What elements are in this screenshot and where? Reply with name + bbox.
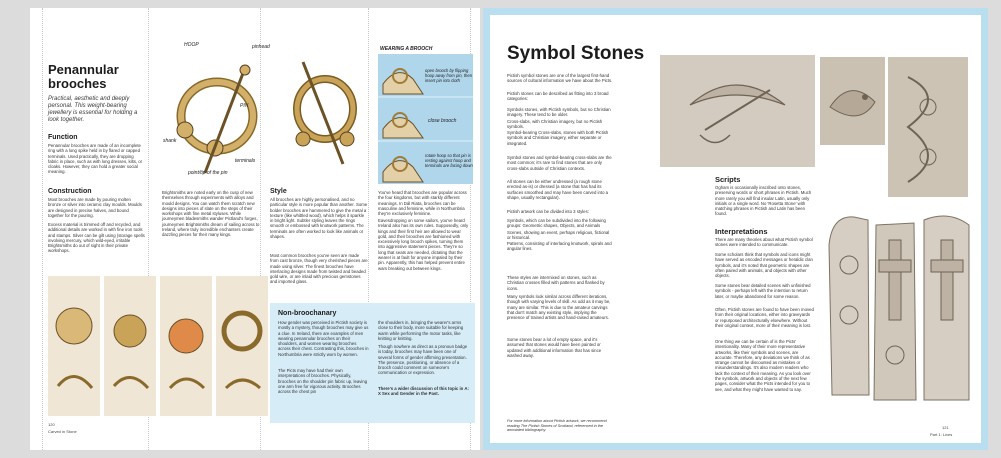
category-list bbox=[507, 107, 613, 146]
label-terminals: terminals bbox=[235, 158, 256, 164]
category-item: Cross-slabs, with Christian imagery, but no Pictish symbols. bbox=[507, 118, 603, 129]
category-item: Symbol-bearing Cross-slabs, stones with both Pictish symbols and Christian imagery, either separate or integrated. bbox=[507, 130, 609, 146]
brooch-detail bbox=[283, 54, 368, 172]
para-5: Pictish artwork can be divided into 3 styles: bbox=[507, 209, 589, 214]
label-hoop: HOOP bbox=[184, 42, 199, 48]
style-item: Symbols, which can be subdivided into the following groups: Geometric shapes, Objects, and Animals bbox=[507, 218, 606, 229]
brooch-making-sequence bbox=[48, 276, 268, 416]
interp-4: Often, Pictish stones are found to have been moved from their original locations, either into graveyards or repurposed architecturally elsewhere. Without their original context, more of their meaning is lost. bbox=[715, 307, 814, 328]
label-pin: PIN bbox=[240, 103, 249, 109]
function-text: Penannular brooches are made of an incomplete ring with a long spike held in by flared or capped terminals. Used practically, they are dropping fabric in place, such as with long dresses, kilts, or cloaks. However, they can hold a greater social meaning. bbox=[48, 143, 143, 175]
para-8: Some stones bear a lot of empty space, and it's assumed that stones would have been painted or updated with additional information that has since washed away. bbox=[507, 337, 602, 358]
ireland-text: Eavesdropping on some sailors, you've heard Ireland also has its own rules. Supposedly, only kings and their first heir are allowed to wear gold, and their brooches are fashioned with excessively long brooch spikes, turning them into aggressive statement pieces. They're so long that seats are needed, dictating that the wearer is at fault for anyone impaled by their pin. Apparently, this has helped prevent entire wars breaking out between kings. bbox=[378, 218, 469, 271]
stone-crescent-illustration bbox=[660, 55, 815, 167]
right-page-number: 121 bbox=[942, 425, 949, 430]
box-col2: the shoulders in, bringing the wearer's arms close to their body, more suitable for keeping warm while performing the motor tasks, like knitting or knitting. bbox=[378, 320, 464, 341]
left-page bbox=[30, 8, 480, 450]
construction-text-2: Excess material is trimmed off and recycled, and additional details are worked in with fine iron tools and stamps. Silver can be gilt using (storage spells involving mercury, which wild-eyed, irritable Brightsmiths do out of sight in their private workshops. bbox=[48, 222, 145, 254]
style-item: Scenes, showing an event, perhaps religious, fictional or historical. bbox=[507, 229, 610, 240]
brooch-detail-illustration bbox=[283, 54, 368, 172]
label-close: close brooch bbox=[428, 118, 457, 124]
cross-slabs-illustration bbox=[824, 205, 974, 405]
brooch-illustration bbox=[155, 48, 280, 183]
box-col1b: The Picts may have had their own interpretations of brooches. Physically, brooches on the shoulder pin fabric up, leaving one arm free for vigorous activity. Brooches across the chest pin bbox=[278, 368, 368, 395]
interpretations-heading: Interpretations bbox=[715, 227, 768, 236]
label-open: open brooch by flipping hoop away from pin, then insert pin into cloth bbox=[425, 68, 473, 83]
brightsmiths-text: Brightsmiths are noted early on the cusp of new themselves through experiments with alloys and mould designs. You can watch them scratch new designs into pieces of slate on the steps of their workshops with fine metal styluses. While journeymen bladesmiths wander Pictland's forges, journeymen Brightsmiths dream of sailing across to Ireland, where truly incredible enchanters create dazzling pieces for their many kings. bbox=[162, 190, 260, 238]
right-page bbox=[483, 8, 988, 450]
right-page-inner bbox=[490, 15, 981, 443]
intro-1: Pictish symbol stones are one of the largest first-hand sources of cultural information we have about the Picts. bbox=[507, 73, 613, 84]
wearing-heading: WEARING A BROOCH bbox=[380, 46, 433, 52]
scripts-text: Ogham is occasionally inscribed onto stones, preserving words or short phrases in Pictish. Much more rarely you will find insular Latin, usually only initials or a single word. No 'Rosetta Stone' with matching phrases in Pictish and Latin has been found. bbox=[715, 185, 812, 217]
construction-text: Most brooches are made by pouring molten bronze or silver into ceramic clay moulds. Moulds are designed in precise halves, and bound together for the pouring. bbox=[48, 197, 142, 218]
label-rotate: rotate hoop so that pin is resting against hoop and terminals are facing down bbox=[425, 153, 473, 168]
symbol-stone-1 bbox=[660, 55, 815, 167]
interp-5: One thing we can be certain of is the Picts' intentionality. Many of their more representative artworks, like their symbols and scenes, are accurate. Therefore, any deviations we think of as strange cannot be discounted as mistakes or misunderstandings. It's also modern readers who lack the context of their meaning. As you look over the symbols, artwork and objects of the next few pages, consider what the Picts intended for you to see, and what they might have wanted to say. bbox=[715, 339, 811, 392]
label-pinhead: pinhead bbox=[252, 44, 270, 50]
further-reading: For more information about Pictish artwork, we recommend reading The Pictish Stones of Scotland, referenced in the annotated bibliography. bbox=[507, 419, 607, 433]
stone-serpent-illustration bbox=[888, 57, 968, 197]
style-list bbox=[507, 218, 613, 252]
interp-2: Some scholars think that symbols and icons might have served as encoded messages or heraldic clan symbols, and it's noted that geometric shapes are often paired with animals, and objects with other objects. bbox=[715, 252, 813, 279]
brooch-diagram bbox=[155, 48, 280, 183]
category-item: Symbols stones, with Pictish symbols, but no Christian imagery. These tend to be older. bbox=[507, 107, 611, 118]
para-4: All stones can be either undressed (a rough stone erected as-is) or dressed (a stone that has had its surfaces smoothed and may have been carved into a shape, usually rectangular). bbox=[507, 179, 609, 200]
para-7: Many symbols look similar across different iterations, though with varying levels of skill. As odd as it may be, many are similar. This is due to the amateur carvings that don't match any existing style, implying the presence of trained artists and hand-raised amateurs. bbox=[507, 294, 611, 321]
intro-2: Pictish stones can be described as fitting into 3 broad categories: bbox=[507, 91, 609, 102]
style-text-2: Most common brooches you've seen are made from cast bronze, though very cherished pieces are made using silver. The finest brooches have interlacing designs made from twisted and beaded gold wire, or are inlaid with precious gemstones and imported glass. bbox=[270, 253, 368, 285]
label-shank: shank bbox=[163, 138, 177, 144]
construction-heading: Construction bbox=[48, 188, 92, 195]
style-item: Patterns, consisting of interlacing knotwork, spirals and angular lines. bbox=[507, 241, 612, 252]
right-footer: Part 1: Lives bbox=[930, 432, 953, 437]
style-heading: Style bbox=[270, 188, 287, 195]
stone-beast-illustration bbox=[820, 57, 885, 145]
cross-slab-stones bbox=[824, 205, 974, 405]
symbol-stone-3 bbox=[888, 57, 968, 197]
para-6: These styles are intermixed on stones, such as Christian crosses filled with patterns and flanked by icons. bbox=[507, 275, 605, 291]
function-heading: Function bbox=[48, 134, 78, 141]
left-footer: Carved in Stone bbox=[48, 429, 77, 434]
left-page-number: 120 bbox=[48, 422, 55, 427]
box-col2c: There's a wider discussion of this topic in A: X Sex and Gender in the Past. bbox=[378, 386, 469, 397]
box-heading: Non-broochanary bbox=[278, 310, 337, 317]
box-col1: How gender was perceived in Pictish society is mostly a mystery, though brooches may give us a clue. In Ireland, there are examples of men wearing penannular brooches on their shoulders, and women wearing brooches across their chest. Contrasting this, brooches in Northumbria were strictly worn by women. bbox=[278, 320, 369, 357]
para-3: Symbol stones and symbol-bearing cross-slabs are the most common; it's rare to find stones that are only cross-slabs outside of Christian contexts. bbox=[507, 155, 612, 171]
page-title: Penannular brooches bbox=[48, 62, 119, 91]
symbol-stones-title: Symbol Stones bbox=[507, 43, 645, 64]
sequence-illustration bbox=[48, 276, 268, 416]
symbol-stone-2 bbox=[820, 57, 885, 145]
intro-text: Practical, aesthetic and deeply personal. This weight-bearing jewellery is essential for holding a look together. bbox=[48, 96, 138, 123]
interp-3: Some stones bear detailed scenes with unfinished symbols - perhaps left with the intention to return later, or maybe abandoned for some reason. bbox=[715, 283, 811, 299]
interp-1: There are many theories about what Pictish symbol stones were intended to communicate. bbox=[715, 237, 813, 248]
kingdoms-text: You've heard that brooches are popular across the four kingdoms, but with starkly different meanings. In Dál Riata, brooches can be masculine and feminine, while in Northumbria they're exclusively feminine. bbox=[378, 190, 467, 217]
style-text: All brooches are highly personalised, and no particular style is more popular than another. Some bolder brooches are hammered to give the metal a texture (like whittled wood), which helps it sparkle in bright light. Subtler styling leaves the rings smooth or embossed with knotwork patterns. The terminals are often worked to look like animals or shapes. bbox=[270, 197, 368, 240]
label-point: point/tip of the pin bbox=[188, 170, 228, 176]
box-col2b: Though nowhere as direct as a pronoun badge is today, brooches may have been one of several forms of gender affirming presentation. The presence, positioning, or absence of a brooch could comment on someone's communication or expression. bbox=[378, 344, 468, 376]
scripts-heading: Scripts bbox=[715, 175, 741, 184]
